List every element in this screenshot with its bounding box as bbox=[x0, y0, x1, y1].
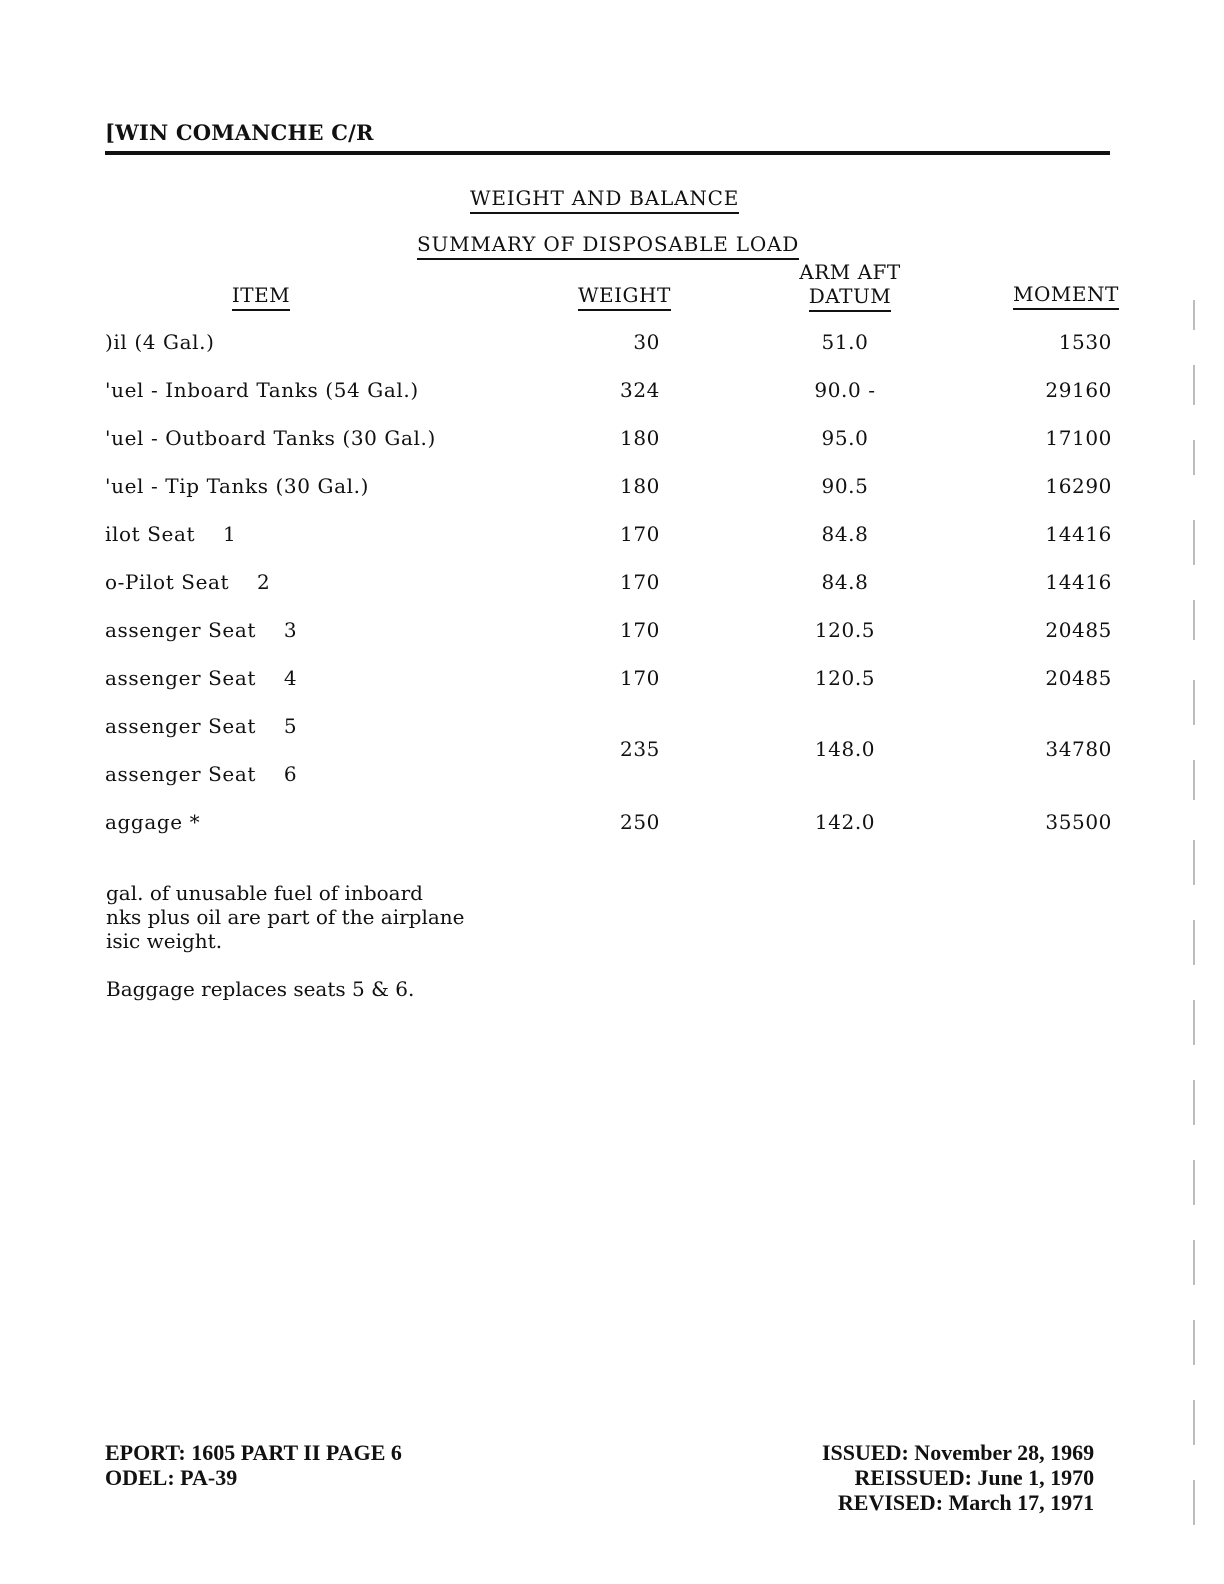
document-header-title: [WIN COMANCHE C/R bbox=[105, 120, 374, 145]
table-row-moment: 35500 bbox=[1045, 810, 1112, 834]
table-row-moment: 1530 bbox=[1058, 330, 1112, 354]
table-row-weight: 170 bbox=[620, 522, 660, 546]
table-row-arm: 120.5 bbox=[814, 618, 876, 642]
table-row-moment: 34780 bbox=[1045, 737, 1112, 761]
section-title bbox=[470, 186, 740, 210]
note-fuel-line1: gal. of unusable fuel of inboard bbox=[106, 881, 423, 905]
scan-artifact bbox=[1193, 760, 1195, 800]
table-row-weight: 170 bbox=[620, 618, 660, 642]
scan-artifact bbox=[1193, 680, 1195, 725]
table-row-moment: 14416 bbox=[1045, 522, 1112, 546]
table-row-weight: 170 bbox=[620, 570, 660, 594]
table-row-arm: 84.8 bbox=[821, 522, 869, 546]
column-header-arm-aft-datum bbox=[798, 260, 902, 308]
scan-artifact bbox=[1193, 1000, 1195, 1045]
column-header-moment bbox=[1013, 282, 1119, 306]
note-baggage: Baggage replaces seats 5 & 6. bbox=[106, 977, 415, 1001]
footer-issued: ISSUED: November 28, 1969 bbox=[822, 1440, 1095, 1465]
column-header-arm-line1: ARM AFT bbox=[799, 260, 901, 284]
scan-artifact bbox=[1193, 920, 1195, 965]
table-row-moment: 20485 bbox=[1045, 618, 1112, 642]
table-row-item: 'uel - Outboard Tanks (30 Gal.) bbox=[105, 426, 436, 450]
table-row-weight: 250 bbox=[620, 810, 660, 834]
header-rule bbox=[105, 151, 1110, 155]
table-row-arm: 95.0 bbox=[821, 426, 869, 450]
column-header-arm-line2: DATUM bbox=[809, 284, 892, 312]
footer-report-info bbox=[105, 1440, 402, 1490]
table-row-arm: 142.0 bbox=[814, 810, 876, 834]
table-row-weight: 30 bbox=[633, 330, 660, 354]
scan-artifact bbox=[1193, 300, 1195, 330]
table-row-weight: 170 bbox=[620, 666, 660, 690]
table-row-item: )il (4 Gal.) bbox=[105, 330, 215, 354]
footer-dates bbox=[822, 1440, 1094, 1515]
table-row-weight: 180 bbox=[620, 474, 660, 498]
column-header-item-text: ITEM bbox=[232, 283, 290, 311]
scan-artifact bbox=[1193, 1400, 1195, 1445]
footer-model: ODEL: PA-39 bbox=[105, 1465, 238, 1490]
table-row-item: 'uel - Inboard Tanks (54 Gal.) bbox=[105, 378, 419, 402]
table-row-moment: 20485 bbox=[1045, 666, 1112, 690]
scan-artifact bbox=[1193, 1160, 1195, 1205]
table-row-item: ilot Seat 1 bbox=[105, 522, 237, 546]
scan-artifact bbox=[1193, 600, 1195, 640]
table-row-weight: 324 bbox=[620, 378, 660, 402]
table-row-moment: 16290 bbox=[1045, 474, 1112, 498]
scan-artifact bbox=[1193, 1480, 1195, 1525]
footer-report: EPORT: 1605 PART II PAGE 6 bbox=[105, 1440, 402, 1465]
footer-reissued: REISSUED: June 1, 1970 bbox=[854, 1465, 1095, 1490]
section-subtitle-text: SUMMARY OF DISPOSABLE LOAD bbox=[417, 232, 799, 260]
table-row-item: assenger Seat 4 bbox=[105, 666, 298, 690]
table-row-arm: 84.8 bbox=[821, 570, 869, 594]
table-row-arm: 120.5 bbox=[814, 666, 876, 690]
table-row-item: aggage * bbox=[105, 810, 201, 834]
scan-artifact bbox=[1193, 1080, 1195, 1125]
note-fuel-line3: isic weight. bbox=[106, 929, 223, 953]
table-row-weight: 180 bbox=[620, 426, 660, 450]
table-row-arm: 90.0 - bbox=[814, 378, 876, 402]
scan-artifact bbox=[1193, 365, 1195, 405]
table-row-item: assenger Seat 6 bbox=[105, 762, 298, 786]
table-row-moment: 29160 bbox=[1045, 378, 1112, 402]
table-row-weight: 235 bbox=[620, 737, 660, 761]
table-row-item: o-Pilot Seat 2 bbox=[105, 570, 271, 594]
column-header-weight-text: WEIGHT bbox=[578, 283, 671, 311]
note-fuel-line2: nks plus oil are part of the airplane bbox=[106, 905, 465, 929]
scan-artifact bbox=[1193, 840, 1195, 885]
scan-artifact bbox=[1193, 520, 1195, 565]
table-row-item: assenger Seat 5 bbox=[105, 714, 298, 738]
scan-artifact bbox=[1193, 1320, 1195, 1365]
table-row-arm: 90.5 bbox=[821, 474, 869, 498]
scan-artifact bbox=[1193, 1240, 1195, 1285]
column-header-moment-text: MOMENT bbox=[1013, 282, 1119, 310]
section-subtitle bbox=[417, 232, 800, 256]
table-row-arm: 51.0 bbox=[821, 330, 869, 354]
table-row-moment: 14416 bbox=[1045, 570, 1112, 594]
column-header-weight bbox=[578, 283, 670, 307]
column-header-item bbox=[230, 283, 292, 307]
scan-artifact bbox=[1193, 440, 1195, 475]
table-row-moment: 17100 bbox=[1045, 426, 1112, 450]
table-row-item: assenger Seat 3 bbox=[105, 618, 298, 642]
footer-revised: REVISED: March 17, 1971 bbox=[837, 1490, 1095, 1515]
section-title-text: WEIGHT AND BALANCE bbox=[470, 186, 739, 214]
table-row-arm: 148.0 bbox=[814, 737, 876, 761]
table-row-item: 'uel - Tip Tanks (30 Gal.) bbox=[105, 474, 369, 498]
